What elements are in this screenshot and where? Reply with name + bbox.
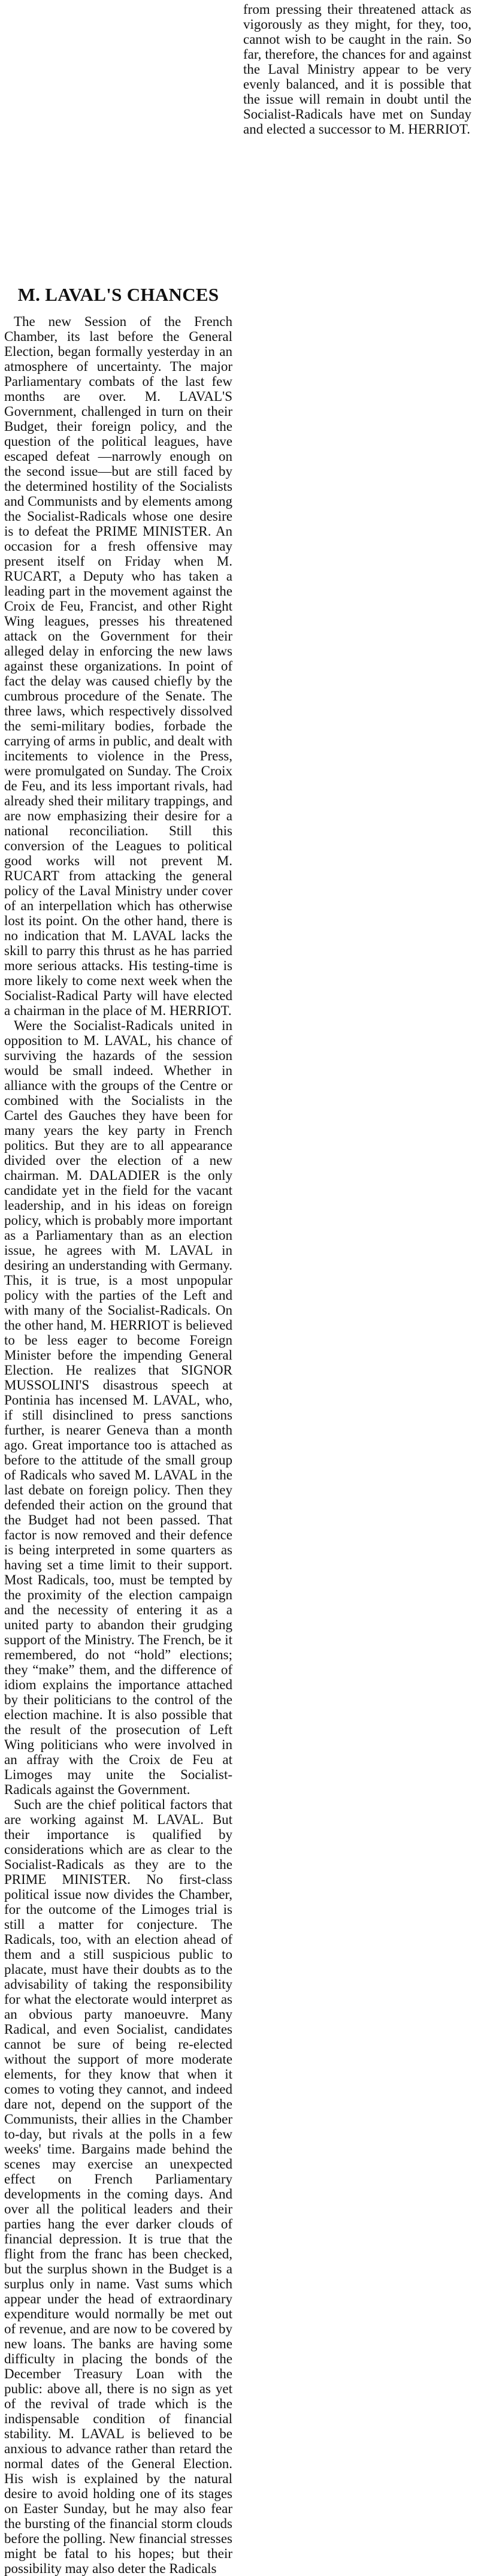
article-headline: M. LAVAL'S CHANCES (17, 284, 219, 305)
article-paragraph: Such are the chief political factors that are working against M. LAVAL. But their importance is qualified by considerations which are as clear to the Socialist-Radicals as they are to the PRIME MINISTER. No first-class political issue now divides the Chamber, for the outcome of the Limoges trial is still a matter for conjecture. The Radicals, too, with an election ahead of them and a still suspicious public to placate, must have their doubts as to the advisability of taking the responsibility for what the electorate would interpret as an obvious party manoeuvre. Many Radical, and even Socialist, candidates cannot be sure of being re-elected without the support of more moderate elements, for they know that when it comes to voting they cannot, and indeed dare not, depend on the support of the Communists, their allies in the Chamber to-day, but rivals at the polls in a few weeks' time. Bargains made behind the scenes may exercise an unexpected effect on French Parliamentary developments in the coming days. And over all the political leaders and their parties hang the ever darker clouds of financial depression. It is true that the flight from the franc has been checked, but the surplus shown in the Budget is a surplus only in name. Vast sums which appear under the head of extraordinary expenditure would normally be met out of revenue, and are now to be covered by new loans. The banks are having some difficulty in placing the bonds of the December Treasury Loan with the public: above all, there is no sign as yet of the revival of trade which is the indispensable condition of financial stability. M. LAVAL is believed to be anxious to advance rather than retard the normal dates of the General Election. His wish is explained by the natural desire to avoid holding one of its stages on Easter Sunday, but he may also fear the bursting of the financial storm clouds before the polling. New financial stresses might be fatal to his hopes; but their possibility may also deter the Radicals (4, 1797, 232, 2576)
right-column (243, 2, 471, 137)
article-paragraph: Were the Socialist-Radicals united in opposition to M. LAVAL, his chance of surviving the hazards of the session would be small indeed. Whether in alliance with the groups of the Centre or combined with the Socialists in the Cartel des Gauches they have been for many years the key party in French politics. But they are to all appearance divided over the election of a new chairman. M. DALADIER is the only candidate yet in the field for the vacant leadership, and in his ideas on foreign policy, which is probably more important as a Parliamentary than as an election issue, he agrees with M. LAVAL in desiring an understanding with Germany. This, it is true, is a most unpopular policy with the parties of the Left and with many of the Socialist-Radicals. On the other hand, M. HERRIOT is believed to be less eager to become Foreign Minister before the impending General Election. He realizes that SIGNOR MUSSOLINI'S disastrous speech at Pontinia has incensed M. LAVAL, who, if still disinclined to press sanctions further, is nearer Geneva than a month ago. Great importance too is attached as before to the attitude of the small group of Radicals who saved M. LAVAL in the last debate on foreign policy. Then they defended their action on the ground that the Budget had not been passed. That factor is now removed and their defence is being interpreted in some quarters as having set a time limit to their support. Most Radicals, too, must be tempted by the proximity of the election campaign and the necessity of entering it as a united party to abandon their grudging support of the Ministry. The French, be it remembered, do not “hold” elections; they “make” them, and the difference of idiom explains the importance attached by their politicians to the control of the election machine. It is also possible that the result of the prosecution of Left Wing politicians who were involved in an affray with the Croix de Feu at Limoges may unite the Socialist-Radicals against the Government. (4, 1018, 232, 1797)
article-column (4, 284, 232, 2576)
continuation-paragraph: from pressing their threatened attack as vigorously as they might, for they, too, cannot wish to be caught in the rain. So far, therefore, the chances for and against the Laval Ministry appear to be very evenly balanced, and it is possible that the issue will remain in doubt until the Socialist-Radicals have met on Sunday and elected a successor to M. HERRIOT. (243, 2, 471, 137)
article-paragraph: The new Session of the French Chamber, its last before the General Election, began formally yesterday in an atmosphere of uncertainty. The major Parliamentary combats of the last few months are over. M. LAVAL'S Government, challenged in turn on their Budget, their foreign policy, and the question of the political leagues, have escaped defeat —narrowly enough on the second issue—but are still faced by the determined hostility of the Socialists and Communists and by elements among the Socialist-Radicals whose one desire is to defeat the PRIME MINISTER. An occasion for a fresh offensive may present itself on Friday when M. RUCART, a Deputy who has taken a leading part in the movement against the Croix de Feu, Francist, and other Right Wing leagues, presses his threatened attack on the Government for their alleged delay in enforcing the new laws against these organizations. In point of fact the delay was caused chiefly by the cumbrous procedure of the Senate. The three laws, which respectively dissolved the semi-military bodies, forbade the carrying of arms in public, and dealt with incitements to violence in the Press, were promulgated on Sunday. The Croix de Feu, and its less important rivals, had already shed their military trappings, and are now emphasizing their desire for a national reconciliation. Still this conversion of the Leagues to political good works will not prevent M. RUCART from attacking the general policy of the Laval Ministry under cover of an interpellation which has otherwise lost its point. On the other hand, there is no indication that M. LAVAL lacks the skill to parry this thrust as he has parried more serious attacks. His testing-time is more likely to come next week when the Socialist-Radical Party will have elected a chairman in the place of M. HERRIOT. (4, 314, 232, 1018)
